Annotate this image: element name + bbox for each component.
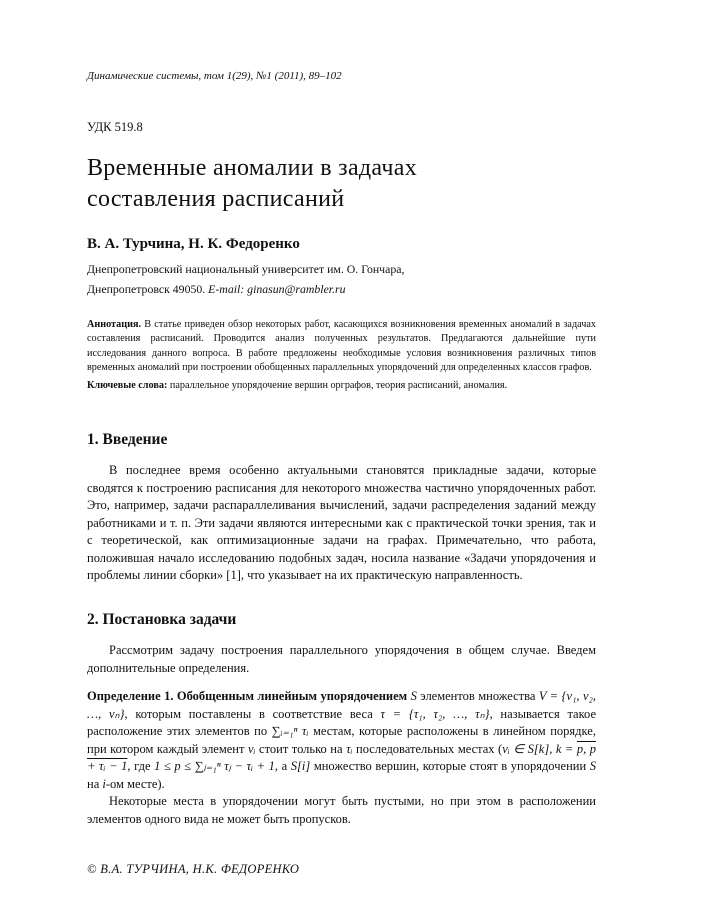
- definition-text: стоит только на: [255, 741, 347, 756]
- copyright-footer: © В.А. ТУРЧИНА, Н.К. ФЕДОРЕНКО: [87, 862, 300, 876]
- email-address[interactable]: ginasun@rambler.ru: [247, 282, 346, 296]
- affiliation: [87, 259, 404, 299]
- math-expression: i: [102, 776, 106, 791]
- math-expression: V = {v₁, v₂, …, vₙ}: [87, 689, 596, 721]
- section-introduction-body: [87, 462, 596, 585]
- abstract-label: Аннотация.: [87, 319, 142, 330]
- email-label: E-mail:: [208, 282, 245, 296]
- udk-code: УДК 519.8: [87, 120, 143, 134]
- section-heading-introduction: 1. Введение: [87, 431, 168, 448]
- math-expression: τ = {τ₁, τ₂, …, τₙ}: [380, 706, 490, 721]
- abstract-text: В статье приведен обзор некоторых работ, касающихся возникновения временных аномалий в задачах составления расписаний. Проводится анализ полученных результатов. Предлагаются дальнейшие пути исследования данного вопроса. В работе предложены необходимые условия возникновения различных типов временных аномалий при построении обобщенных параллельных упорядочений для определенных классов графов.: [87, 319, 596, 374]
- definition-text: , а: [274, 759, 291, 773]
- definition-text: , где: [127, 759, 155, 773]
- math-expression: S[i]: [290, 759, 311, 773]
- definition-text: -ом месте).: [105, 776, 165, 791]
- definition-1: [87, 688, 596, 793]
- math-expression: τᵢ: [346, 741, 353, 756]
- definition-text: последовательных местах (: [352, 741, 503, 756]
- definition-text: элементов множества: [416, 689, 539, 703]
- title-line-2: составления расписаний: [87, 186, 345, 212]
- definition-text: местам, которые расположены в линейном порядке, при котором каждый элемент: [87, 724, 596, 756]
- paragraph: В последнее время особенно актуальными становятся прикладные задачи, которые сводятся к построению расписания для некоторого множества частично упорядоченных работ. Это, например, задачи распараллеливания вычислений, задачи распределения заданий между работниками и т. п. Эти задачи являются интересными как с практической точки зрения, так и с теоретической, как оптимизационные задачи на графах. Примечательно, что работа, положившая начало исследованию подобных задач, носила название «Задачи упорядочения и проблемы линии сборки» [1], что указывает на их практическую направленность.: [87, 463, 596, 582]
- affiliation-line-1: Днепропетровский национальный университет им. О. Гончара,: [87, 262, 405, 276]
- paragraph: Некоторые места в упорядочении могут быть пустыми, но при этом в расположении элементов одного вида не может быть пропусков.: [87, 794, 596, 826]
- definition-text: , которым поставлены в соответствие веса: [124, 706, 381, 721]
- section-problem-body: [87, 642, 596, 677]
- math-expression: vᵢ ∈ S[k], k =: [502, 741, 577, 756]
- definition-text: множество вершин, которые стоят в упорядочении: [310, 759, 590, 773]
- definition-block: [87, 688, 596, 828]
- keywords-text: параллельное упорядочение вершин орграфов, теория расписаний, аномалия.: [169, 379, 508, 391]
- definition-text: , называется такое расположение этих элементов по: [87, 706, 596, 738]
- keywords: [87, 379, 596, 393]
- math-expression: vᵢ: [247, 741, 256, 756]
- math-expression: ∑ᵢ₌₁ⁿ τᵢ: [271, 724, 309, 738]
- math-expression: 1 ≤ p ≤ ∑ⱼ₌₁ⁿ τⱼ − τᵢ + 1: [154, 759, 275, 773]
- math-expression: p, p + τᵢ − 1: [87, 741, 596, 773]
- authors: В. А. Турчина, Н. К. Федоренко: [87, 236, 300, 252]
- title-line-1: Временные аномалии в задачах: [87, 155, 418, 181]
- keywords-label: Ключевые слова:: [87, 379, 168, 391]
- definition-text: на: [87, 776, 103, 791]
- paragraph: Рассмотрим задачу построения параллельного упорядочения в общем случае. Введем дополнительные определения.: [87, 643, 596, 675]
- section-heading-problem: 2. Постановка задачи: [87, 611, 237, 628]
- math-symbol: S: [410, 689, 417, 703]
- abstract: [87, 318, 596, 393]
- affiliation-city: Днепропетровск 49050.: [87, 282, 206, 296]
- math-expression: S: [589, 759, 596, 773]
- paper-title: [87, 153, 417, 215]
- definition-label: Определение 1. Обобщенным линейным упорядочением: [87, 689, 408, 703]
- journal-reference: Динамические системы, том 1(29), №1 (2011), 89–102: [87, 70, 342, 82]
- abstract-paragraph: [87, 318, 596, 376]
